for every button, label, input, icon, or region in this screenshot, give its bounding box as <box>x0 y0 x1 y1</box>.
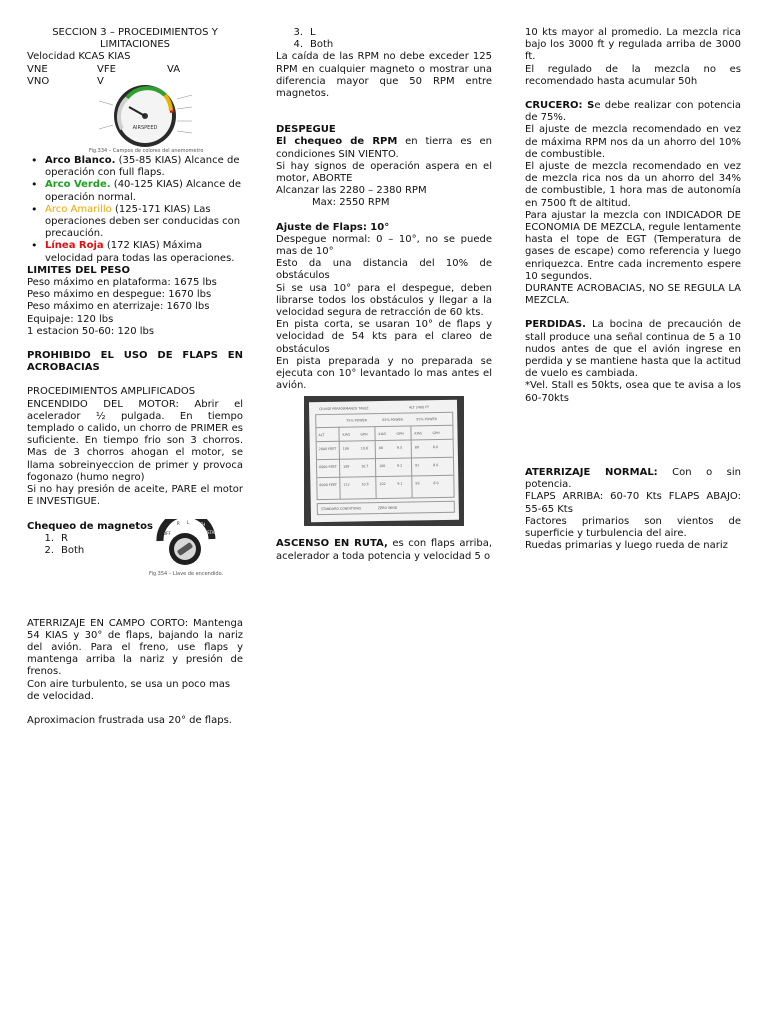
cruise-table-photo <box>304 396 464 526</box>
signos-paragraph: Si hay signos de operación aspera en el motor, ABORTE <box>276 160 492 185</box>
vfe-label: VFE <box>97 63 116 75</box>
arc-text: (40-125 KIAS) Alcance de operación normal. <box>45 179 241 203</box>
list-item <box>45 155 243 179</box>
column-2 <box>276 27 492 563</box>
ajuste-flaps-heading: Ajuste de Flaps: 10° <box>276 221 390 233</box>
vno-label: VNO <box>27 75 50 87</box>
vne-label: VNE <box>27 63 48 75</box>
svg-text:START: START <box>207 529 220 535</box>
aterrizaje-corto-paragraph: ATERRIZAJE EN CAMPO CORTO: Mantenga 54 KIAS y 30° de flaps, bajando la nariz del avión. Para el freno, use flaps y mantenga arriba la nariz y presión de frenos. <box>27 617 243 678</box>
encendido-paragraph: ENCENDIDO DEL MOTOR: Abrir el acelerador ½ pulgada. En tiempo templado o calido, un chorro de PRIMER es suficiente. En tiempo frio son 3 chorros. Mas de 3 chorros ahogan el motor, se llama sobreinyeccion de primer y provoca fogonazo (humo negro) <box>27 398 243 483</box>
caida-rpm-paragraph: La caída de las RPM no debe exceder 125 RPM en cualquier magneto o mostrar una diferencia mayor que 50 RPM entre magnetos. <box>276 51 492 100</box>
arc-text: (172 KIAS) Máxima velocidad para todas las operaciones. <box>45 240 235 264</box>
chequeo-rpm-paragraph: El chequeo de RPM en tierra es en condiciones SIN VIENTO. <box>276 136 492 160</box>
ajuste2-paragraph: El ajuste de mezcla recomendado en vez de mezcla rica nos da un ahorro del 34% de combustible, 1 hora mas de autonomía en 7500 ft de altitud. <box>525 161 741 209</box>
despegue-heading: DESPEGUE <box>276 124 336 136</box>
list-item <box>45 179 243 203</box>
list-item <box>45 204 243 241</box>
para-ajustar-paragraph: Para ajustar la mezcla con INDICADOR DE ECONOMIA DE MEZCLA, regule lentamente hasta el tope de EGT (Temperatura de gases de escape) como referencia y luego enriquezca. Entre cada incremento espere 10 segundos. <box>525 209 741 282</box>
perdidas-paragraph: PERDIDAS. La bocina de precaución de stall produce una señal continua de 5 a 10 nudos antes de que el avión ingrese en perdida y se mantiene hasta que la actitud de vuelo es cambiada. <box>525 319 741 380</box>
arc-name: Arco Verde. <box>45 179 111 191</box>
prohibido-heading: PROHIBIDO EL USO DE FLAPS EN ACROBACIAS <box>27 350 243 374</box>
factores-paragraph: Factores primarios son vientos de superficie y turbulencia del aire. <box>525 515 741 539</box>
pista-preparada-paragraph: En pista preparada y no preparada se ejecuta con 10° levantado lo mas antes el avión. <box>276 355 492 392</box>
list-item: 1. R <box>44 532 68 544</box>
turbulento-paragraph: Con aire turbulento, se usa un poco mas de velocidad. <box>27 678 231 702</box>
arc-list <box>27 155 243 265</box>
magnetos-block <box>27 521 243 581</box>
column-1 <box>27 27 243 727</box>
frustrada-paragraph: Aproximacion frustrada usa 20° de flaps. <box>27 714 232 726</box>
durante-acrobacias-paragraph: DURANTE ACROBACIAS, NO SE REGULA LA MEZCLA. <box>525 283 741 307</box>
list-item <box>45 240 243 264</box>
speed-row-1 <box>27 64 243 76</box>
airspeed-caption: Fig.334 – Campos de colores del anemometro <box>89 148 204 155</box>
limite-line: Peso máximo en plataforma: 1675 lbs <box>27 277 217 289</box>
regulado-paragraph: El regulado de la mezcla no es recomendado hasta acumular 50h <box>525 63 741 87</box>
mezcla-paragraph: 10 kts mayor al promedio. La mezcla rica bajo los 3000 ft y regulada arriba de 3000 ft. <box>525 27 741 63</box>
arc-name: Arco Blanco. <box>45 155 116 167</box>
ignition-caption: Fig.354 – Llave de encendido. <box>149 570 224 577</box>
ignition-key-image <box>152 519 222 573</box>
flaps-paragraph: FLAPS ARRIBA: 60-70 Kts FLAPS ABAJO: 55-65 Kts <box>525 491 741 515</box>
presion-paragraph: Si no hay presión de aceite, PARE el motor E INVESTIGUE. <box>27 484 243 508</box>
column-3 <box>525 27 741 552</box>
v-label: V <box>97 75 104 87</box>
list-item: 4. Both <box>293 39 334 51</box>
arc-text: (35-85 KIAS) Alcance de operación con full flaps. <box>45 155 240 179</box>
svg-text:AIRSPEED: AIRSPEED <box>132 125 158 132</box>
crucero-paragraph: CRUCERO: Se debe realizar con potencia de 75%. <box>525 100 741 124</box>
airspeed-figure <box>27 85 243 155</box>
section-title-line2: LIMITACIONES <box>99 39 171 51</box>
aterrizaje-normal-heading: ATERRIZAJE NORMAL: Con o sin potencia. <box>525 466 741 491</box>
table-sheet: CRUISE PERFORMANCE TABLE ALT 2400 FT 75% POWER 65% POWER 55% POWER ALT KIAS GPH KIAS GPH KIAS GPH 2000 FEET 106 10.8 98 9.3 89 8.0 6000 FEET 109 10.7 100 9.2 91 8.0 8000 FEET 112 10.6 102 9.1 93 8.0 STANDARD CONDITIONS ZERO WIND <box>309 400 459 523</box>
arc-name: Línea Roja <box>45 240 104 252</box>
stall-paragraph: *Vel. Stall es 50kts, osea que te avisa a los 60-70kts <box>525 380 741 404</box>
limite-line: 1 estacion 50-60: 120 lbs <box>27 325 155 337</box>
ruedas-paragraph: Ruedas primarias y luego rueda de nariz <box>525 540 728 552</box>
arc-text: (125-171 KIAS) Las operaciones deben ser conducidas con precaución. <box>45 203 241 240</box>
list-item: 2. Both <box>44 544 85 556</box>
si-se-usa-paragraph: Si se usa 10° para el despegue, deben librarse todos los obstáculos y llegar a la velocidad segura de retracción de 60 kts. <box>276 282 492 319</box>
ajuste1-paragraph: El ajuste de mezcla recomendado en vez de máxima RPM nos da un ahorro del 10% de combustible. <box>525 124 741 160</box>
svg-text:BOTH: BOTH <box>194 521 206 527</box>
limite-line: Peso máximo en aterrizaje: 1670 lbs <box>27 301 210 313</box>
magnetos-list-cont <box>276 27 492 51</box>
airspeed-indicator-image <box>27 85 243 155</box>
svg-text:OFF: OFF <box>163 530 171 536</box>
velocidad-heading: Velocidad KCAS KIAS <box>27 51 131 63</box>
ascenso-paragraph: ASCENSO EN RUTA, es con flaps arriba, acelerador a toda potencia y velocidad 5 o <box>276 538 492 562</box>
despegue-normal-paragraph: Despegue normal: 0 – 10°, no se puede mas de 10° <box>276 233 492 258</box>
arc-name: Arco Amarillo <box>45 203 112 215</box>
va-label: VA <box>167 63 181 75</box>
pista-corta-paragraph: En pista corta, se usaran 10° de flaps y velocidad de 54 kts para el clareo de obstáculos <box>276 319 492 355</box>
procedimientos-heading: PROCEDIMIENTOS AMPLIFICADOS <box>27 386 196 398</box>
distancia-paragraph: Esto da una distancia del 10% de obstáculos <box>276 258 492 282</box>
limite-line: Peso máximo en despegue: 1670 lbs <box>27 289 212 301</box>
alcanzar-line: Alcanzar las 2280 – 2380 RPM <box>276 185 427 197</box>
limite-line: Equipaje: 120 lbs <box>27 313 114 325</box>
list-item: 3. L <box>293 27 316 38</box>
chequeo-magnetos-heading: Chequeo de magnetos <box>27 520 153 532</box>
limites-heading: LIMITES DEL PESO <box>27 264 130 276</box>
svg-text:L: L <box>187 519 190 525</box>
section-title-line1: SECCION 3 – PROCEDIMIENTOS Y <box>52 27 218 38</box>
max-rpm-line: Max: 2550 RPM <box>312 197 390 209</box>
svg-text:R: R <box>177 520 180 526</box>
